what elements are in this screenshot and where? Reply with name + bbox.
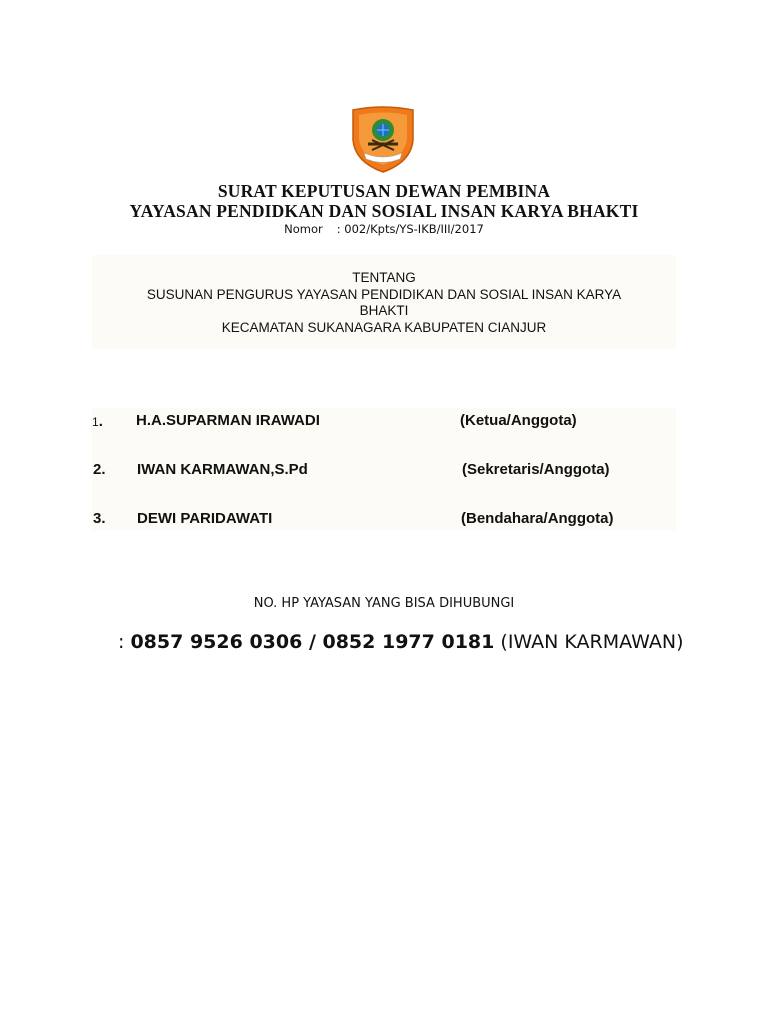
member-number: 2. bbox=[93, 461, 106, 478]
phone-numbers: 0857 9526 0306 / 0852 1977 0181 bbox=[130, 631, 495, 653]
member-name: IWAN KARMAWAN,S.Pd bbox=[137, 461, 308, 478]
tentang-line-2: BHAKTI bbox=[359, 303, 409, 318]
tentang-line-3: KECAMATAN SUKANAGARA KABUPATEN CIANJUR bbox=[221, 320, 547, 335]
member-name: H.A.SUPARMAN IRAWADI bbox=[136, 412, 320, 429]
document-title-line2: YAYASAN PENDIDKAN DAN SOSIAL INSAN KARYA BHAKTI bbox=[129, 201, 639, 221]
nomor-value: : 002/Kpts/YS-IKB/III/2017 bbox=[336, 222, 484, 236]
member-role: (Sekretaris/Anggota) bbox=[462, 461, 610, 478]
decree-number bbox=[0, 222, 768, 236]
member-name: DEWI PARIDAWATI bbox=[137, 510, 273, 527]
contact-person: (IWAN KARMAWAN) bbox=[494, 631, 684, 653]
tentang-line-1: SUSUNAN PENGURUS YAYASAN PENDIDIKAN DAN SOSIAL INSAN KARYA bbox=[146, 287, 622, 302]
document-title-line1: SURAT KEPUTUSAN DEWAN PEMBINA bbox=[217, 181, 551, 201]
nomor-label: Nomor bbox=[284, 222, 323, 236]
contact-phones: : 0857 9526 0306 / 0852 1977 0181 (IWAN KARMAWAN) bbox=[118, 631, 684, 653]
member-number: 1. bbox=[92, 413, 103, 430]
member-role: (Ketua/Anggota) bbox=[460, 412, 577, 429]
member-role: (Bendahara/Anggota) bbox=[461, 510, 614, 527]
contact-label: NO. HP YAYASAN YANG BISA DIHUBUNGI bbox=[253, 596, 515, 611]
yayasan-emblem-logo bbox=[348, 106, 418, 174]
member-number: 3. bbox=[93, 510, 106, 527]
tentang-heading: TENTANG bbox=[352, 270, 416, 285]
